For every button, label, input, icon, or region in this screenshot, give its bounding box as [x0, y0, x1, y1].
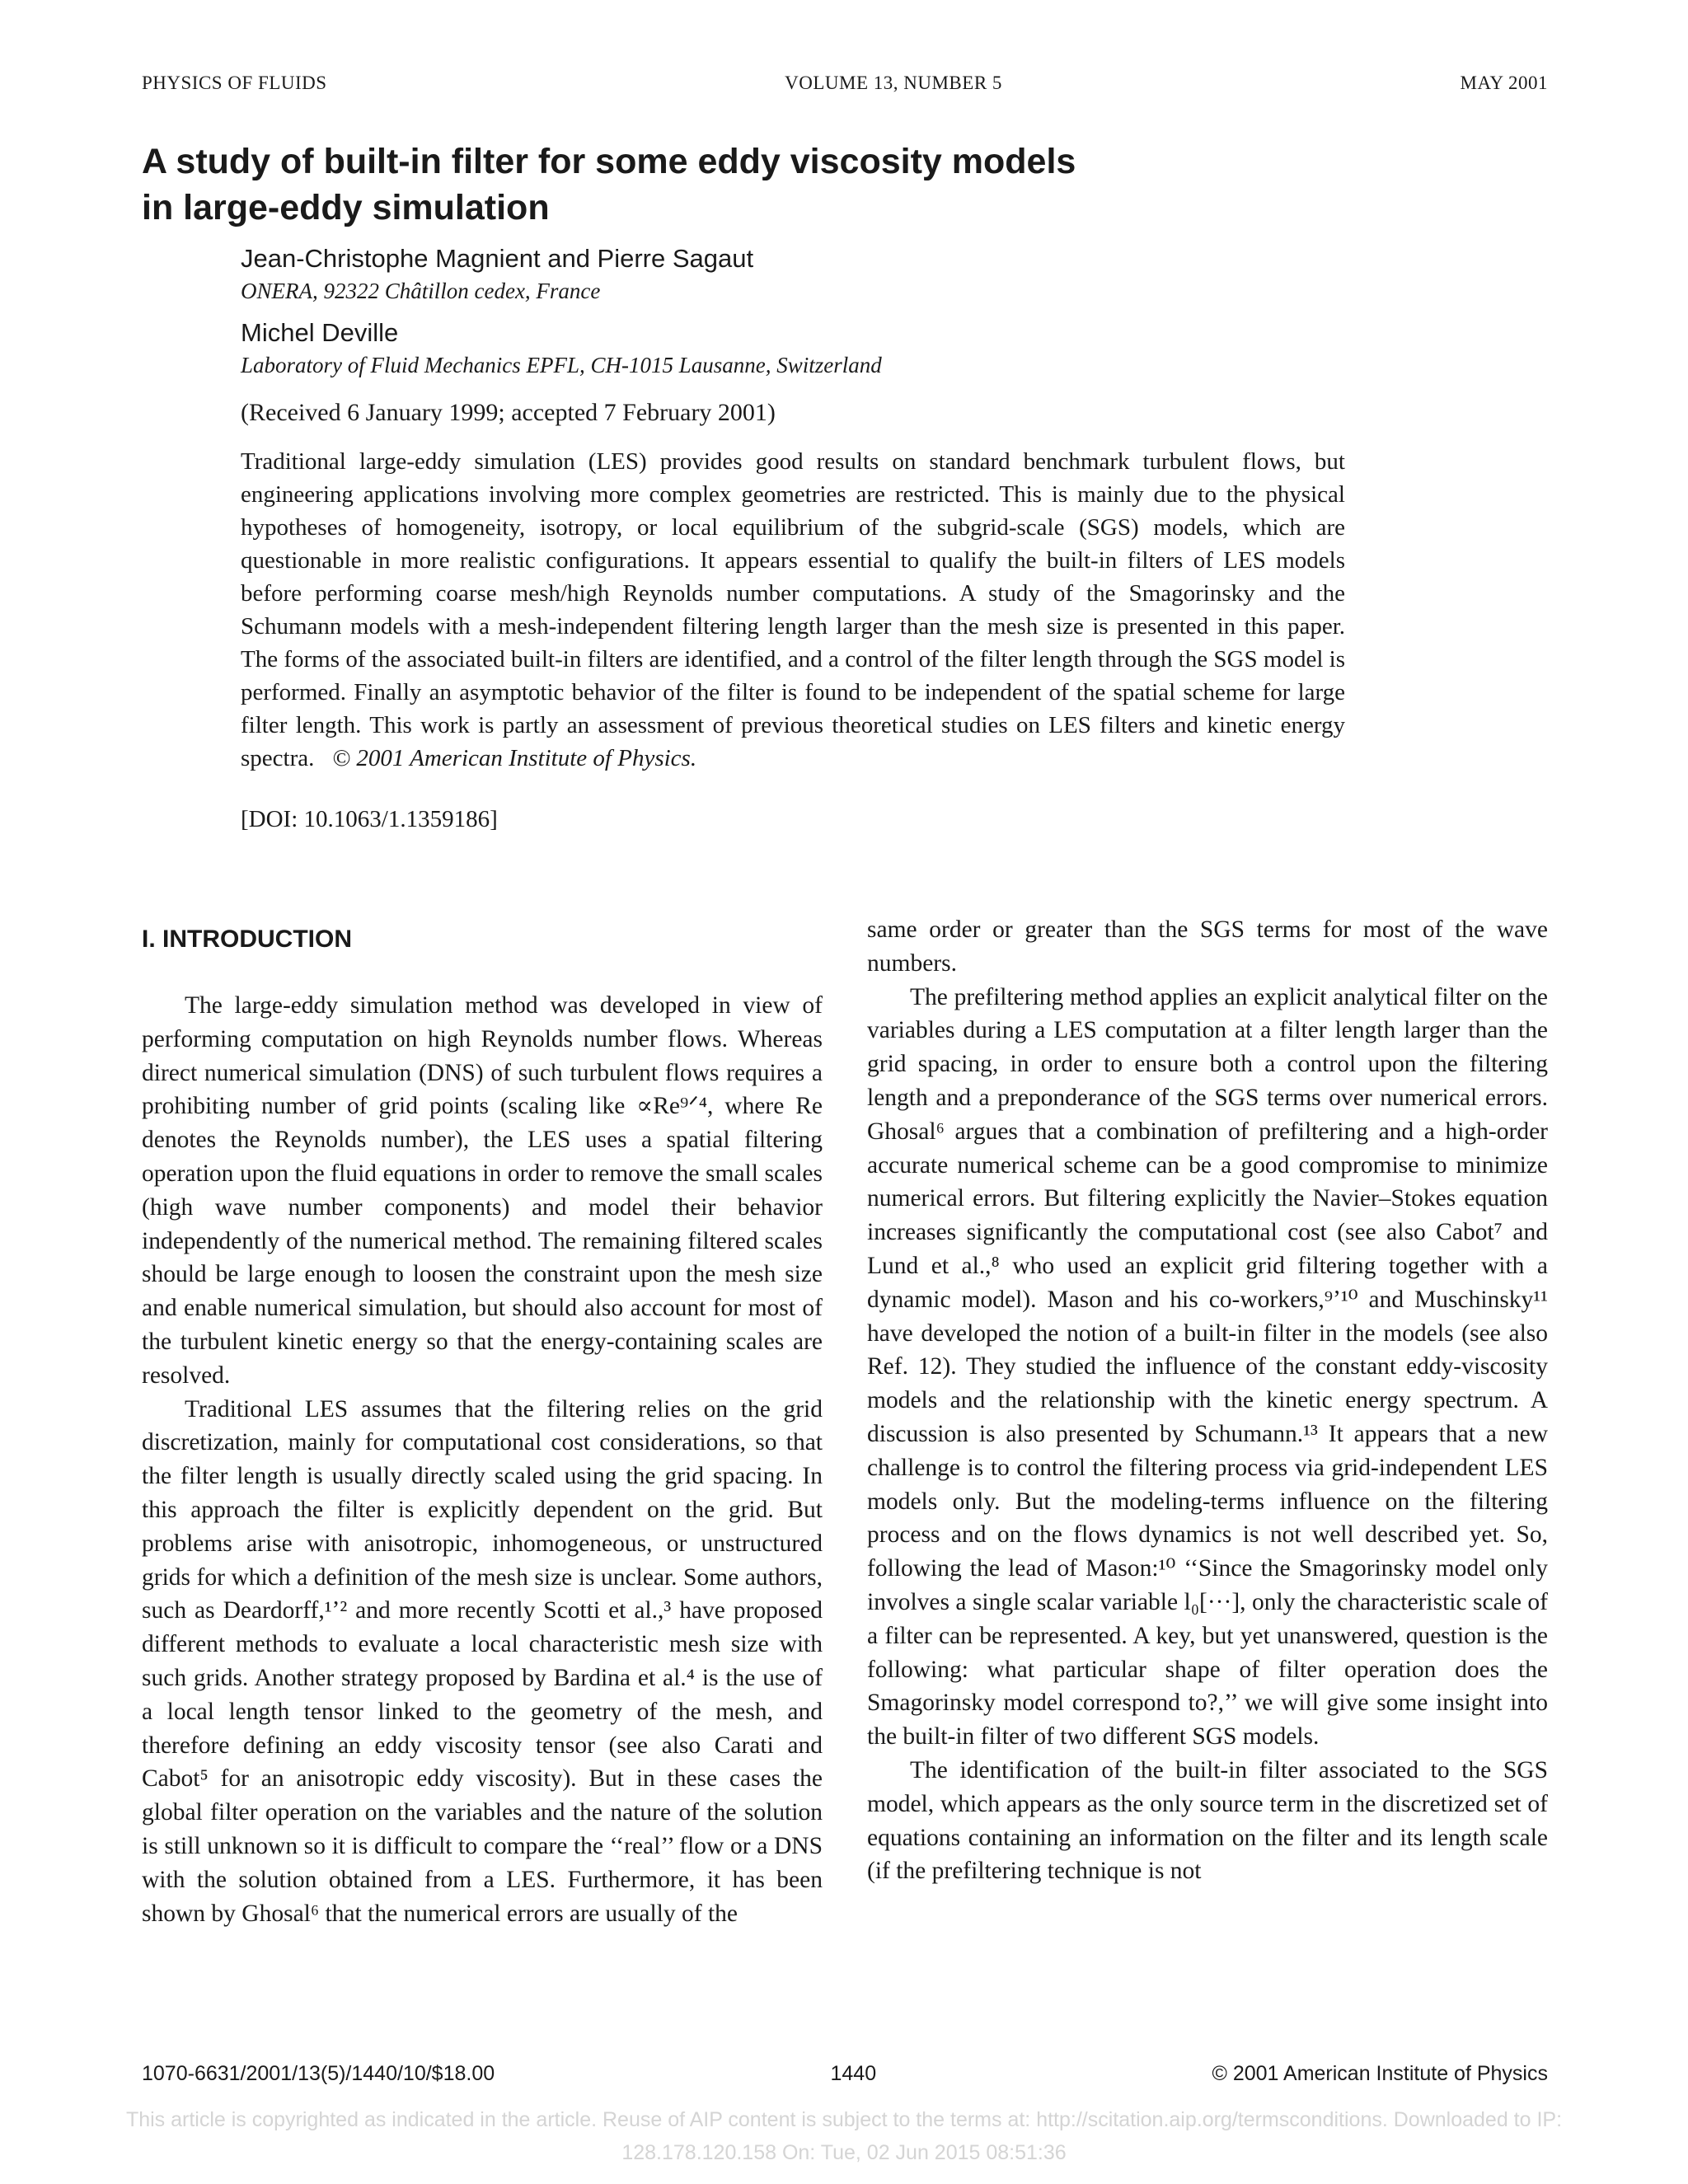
watermark-line-1: This article is copyrighted as indicated in the article. Reuse of AIP content is subject to the terms at: http://scitation.aip.org/termsconditions. Downloaded to IP: — [125, 2108, 1563, 2131]
title-line-2: in large-eddy simulation — [142, 188, 550, 227]
article-code: 1070-6631/2001/13(5)/1440/10/$18.00 — [142, 2062, 495, 2085]
title-line-1: A study of built-in filter for some eddy viscosity models — [142, 142, 1076, 181]
abstract-text: Traditional large-eddy simulation (LES) provides good results on standard benchmark turbulent flows, but engineering applications involving more complex geometries are restricted. This is mainly due to the physical hypotheses of homogeneity, isotropy, or local equilibrium of the subgrid-scale (SGS) models, which are questionable in more realistic configurations. It appears essential to qualify the built-in filters of LES models before performing coarse mesh/high Reynolds number computations. A study of the Smagorinsky and the Schumann models with a mesh-independent filtering length larger than the mesh size is presented in this paper. The forms of the associated built-in filters are identified, and a control of the filter length through the SGS model is performed. Finally an asymptotic behavior of the filter is found to be independent of the spatial scheme for large filter length. This work is partly an assessment of previous theoretical studies on LES filters and kinetic energy spectra. — [241, 448, 1345, 771]
abstract-copyright: © 2001 American Institute of Physics. — [332, 745, 697, 771]
affiliation-2: Laboratory of Fluid Mechanics EPFL, CH-1015 Lausanne, Switzerland — [241, 353, 882, 377]
watermark-line-2: 128.178.120.158 On: Tue, 02 Jun 2015 08:51:36 — [621, 2141, 1067, 2164]
paragraph: Traditional LES assumes that the filtering relies on the grid discretization, mainly for computational cost considerations, so that the filter length is usually directly scaled using the grid spacing. In this approach the filter is explicitly dependent on the grid. But problems arise with anisotropic, inhomogeneous, or unstructured grids for which a definition of the mesh size is unclear. Some authors, such as Deardorff,¹ʼ² and more recently Scotti et al.,³ have proposed different methods to evaluate a local characteristic mesh size with such grids. Another strategy proposed by Bardina et al.⁴ is the use of a local length tensor linked to the geometry of the mesh, and therefore defining an eddy viscosity tensor (see also Carati and Cabot⁵ for an anisotropic eddy viscosity). But in these cases the global filter operation on the variables and the nature of the solution is still unknown so it is difficult to compare the ‘‘real’’ flow or a DNS with the solution obtained from a LES. Furthermore, it has been shown by Ghosal⁶ that the numerical errors are usually of the — [142, 1395, 823, 1927]
paragraph: same order or greater than the SGS terms for most of the wave numbers. — [867, 916, 1548, 977]
paragraph: The large-eddy simulation method was developed in view of performing computation on high Reynolds number flows. Whereas direct numerical simulation (DNS) of such turbulent flows requires a prohibiting number of grid points (scaling like ∝Re⁹ᐟ⁴, where Re denotes the Reynolds number), the LES uses a spatial filtering operation upon the fluid equations in order to remove the small scales (high wave number components) and model their behavior independently of the numerical method. The remaining filtered scales should be large enough to loosen the constraint upon the mesh size and enable numerical simulation, but should also account for most of the turbulent kinetic energy so that the energy-containing scales are resolved. — [142, 992, 823, 1389]
page-footer — [142, 2062, 1548, 2086]
paragraph: The identification of the built-in filter associated to the SGS model, which appears as the only source term in the discretized set of equations containing an information on the filter and its length scale (if the prefiltering technique is not — [867, 1756, 1548, 1885]
page-number: 1440 — [830, 2062, 877, 2085]
doi: [DOI: 10.1063/1.1359186] — [241, 806, 498, 832]
abstract — [241, 445, 1345, 775]
issue-date: MAY 2001 — [1460, 73, 1548, 93]
volume-number: VOLUME 13, NUMBER 5 — [785, 73, 1002, 93]
footer-copyright: © 2001 American Institute of Physics — [1212, 2062, 1548, 2085]
paragraph: The prefiltering method applies an explicit analytical filter on the variables during a LES computation at a filter length larger than the grid spacing, in order to ensure both a control upon the filtering length and a preponderance of the SGS terms over numerical errors. Ghosal⁶ argues that a combination of prefiltering and a high-order accurate numerical scheme can be a good compromise to minimize numerical errors. But filtering explicitly the Navier–Stokes equation increases significantly the computational cost (see also Cabot⁷ and Lund et al.,⁸ who used an explicit grid filtering together with a dynamic model). Mason and his co-workers,⁹ʼ¹⁰ and Muschinsky¹¹ have developed the notion of a built-in filter in the models (see also Ref. 12). They studied the influence of the constant eddy-viscosity models and the relationship with the kinetic energy spectrum. A discussion is also presented by Schumann.¹³ It appears that a new challenge is to control the filtering process via grid-independent LES models only. But the modeling-terms influence on the filtering process and on the flows dynamics is not well described yet. So, following the lead of Mason:¹⁰ ‘‘Since the Smagorinsky model only involves a single scalar variable l₀[···], only the characteristic scale of a filter can be represented. A key, but yet unanswered, question is the following: what particular shape of filter operation does the Smagorinsky model correspond to?,’’ we will give some insight into the built-in filter of two different SGS models. — [867, 983, 1548, 1750]
affiliation-1: ONERA, 92322 Châtillon cedex, France — [241, 279, 601, 303]
download-watermark — [49, 2103, 1639, 2169]
authors-group-2: Michel Deville — [241, 318, 399, 347]
received-dates: (Received 6 January 1999; accepted 7 February 2001) — [241, 399, 776, 426]
left-column — [142, 913, 823, 1930]
journal-name: PHYSICS OF FLUIDS — [142, 73, 327, 93]
article-title — [142, 138, 1378, 231]
section-heading: I. INTRODUCTION — [142, 926, 352, 953]
authors-group-1: Jean-Christophe Magnient and Pierre Sagaut — [241, 244, 754, 273]
right-column — [867, 913, 1548, 1888]
running-head — [142, 73, 1548, 94]
